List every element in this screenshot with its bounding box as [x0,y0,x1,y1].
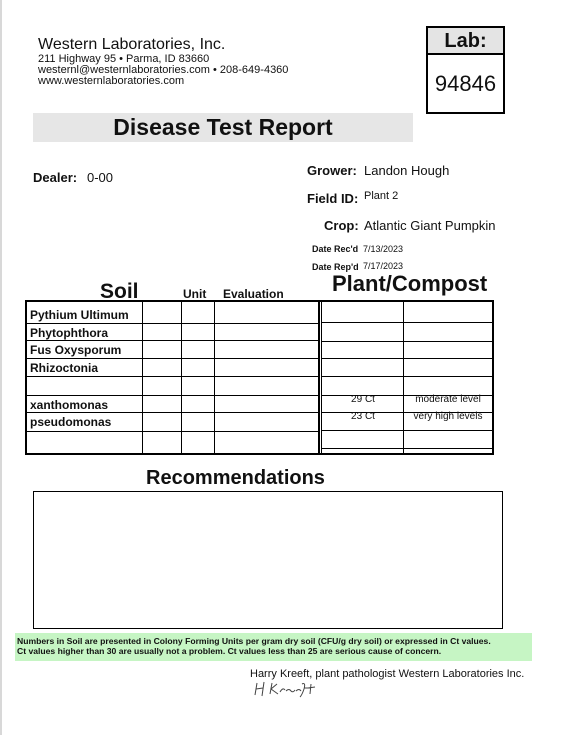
plant-value-cell: 23 Ct [351,411,375,422]
lab-box [426,26,505,114]
plant-evaluation-cell: moderate level [415,394,481,405]
dealer-label: Dealer: [33,170,78,185]
evaluation-header: Evaluation [223,287,284,301]
recommendations-title: Recommendations [146,467,325,489]
signature-text: Harry Kreeft, plant pathologist Western Laboratories Inc. [250,668,525,680]
plant-row-divider [322,341,492,342]
table-row-divider [27,358,318,359]
row-label: Pythium Ultimum [30,308,129,322]
results-table [25,300,494,455]
crop-label: Crop: [324,218,359,233]
date-recd-label: Date Rec'd [312,244,359,254]
plant-value-cell: 29 Ct [351,394,375,405]
lab-label: Lab: [428,28,503,55]
note-line-1: Numbers in Soil are presented in Colony Forming Units per gram dry soil (CFU/g dry soil) or expressed in Ct values. [17,636,491,646]
field-id-value: Plant 2 [364,190,399,202]
report-title: Disease Test Report [113,114,333,140]
crop-value: Atlantic Giant Pumpkin [364,218,496,233]
date-repd-label: Date Rep'd [312,262,359,272]
field-id-label: Field ID: [307,191,359,206]
page-edge [0,0,2,735]
soil-title: Soil [100,280,139,303]
grower-value: Landon Hough [364,163,450,178]
plant-evaluation-cell: very high levels [413,411,483,422]
grower-label: Grower: [307,163,357,178]
date-repd-value: 7/17/2023 [363,261,404,271]
company-website: www.westernlaboratories.com [38,75,185,87]
note-box [15,633,532,661]
table-row-divider [27,431,318,432]
plant-row-divider [322,322,492,323]
table-column-divider [318,302,320,453]
company-contact: westernl@westernlaboratories.com • 208-649-4360 [38,64,289,76]
title-band [33,113,413,142]
company-address: 211 Highway 95 • Parma, ID 83660 [38,53,210,65]
row-label: Phytophthora [30,326,108,340]
plant-row-divider [322,376,492,377]
plant-compost-title: Plant/Compost [332,271,488,296]
row-label: xanthomonas [30,398,109,412]
table-row-divider [27,376,318,377]
row-label: Fus Oxysporum [30,343,122,357]
plant-row-divider [322,448,492,449]
dealer-value: 0-00 [87,170,114,185]
row-label: Rhizoctonia [30,361,98,375]
note-line-2: Ct values higher than 30 are usually not a problem. Ct values less than 25 are serious cause of concern. [17,646,442,656]
plant-row-divider [322,358,492,359]
lab-number: 94846 [434,71,497,96]
handwritten-signature [254,679,334,699]
plant-row-divider [322,430,492,431]
company-name: Western Laboratories, Inc. [38,36,226,53]
table-row-divider [27,395,318,396]
unit-header: Unit [183,287,207,301]
recommendations-box [33,491,503,629]
table-row-divider [27,323,318,324]
date-recd-value: 7/13/2023 [363,244,404,254]
row-label: pseudomonas [30,415,112,429]
